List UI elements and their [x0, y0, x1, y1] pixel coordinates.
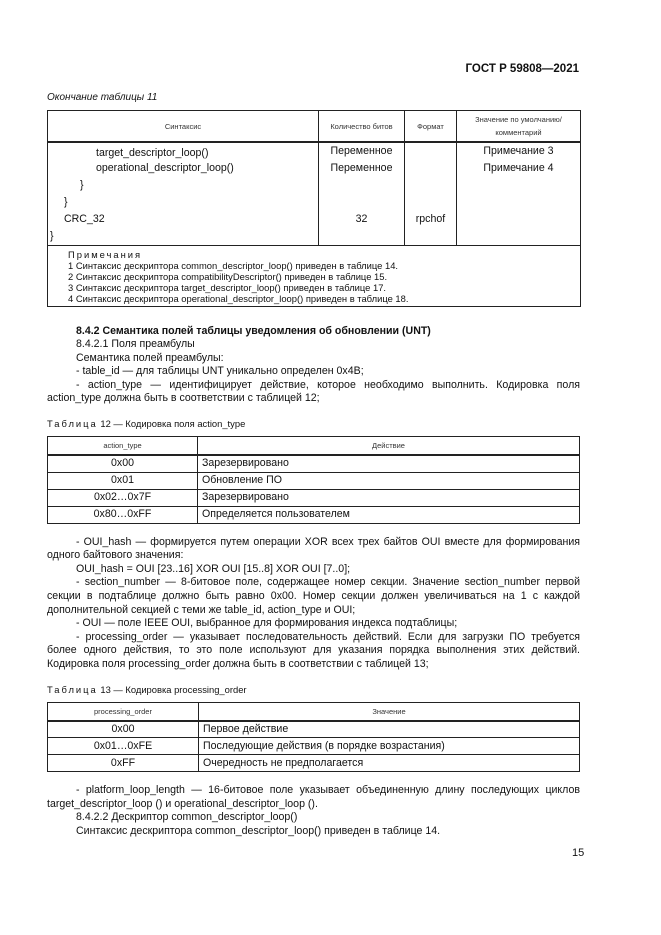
note: 2 Синтаксис дескриптора compatibilityDescriptor() приведен в таблице 15.: [68, 270, 388, 282]
paragraph: - action_type — идентифицирует действие, которое необходимо выполнить. Кодировка поля action_type должна быть в соответствии с таблицей 12;: [47, 378, 580, 405]
notes-row: [48, 245, 581, 306]
cell: operational_descriptor_loop(): [48, 160, 319, 177]
cell: Зарезервировано: [198, 455, 580, 472]
cell: Последующие действия (в порядке возрастания): [199, 738, 580, 755]
cell: 0xFF: [48, 755, 199, 772]
column-header: Формат: [405, 111, 457, 143]
column-header: Значение по умолчанию/ комментарий: [457, 111, 581, 143]
cell: Зарезервировано: [198, 489, 580, 506]
table-row: [48, 489, 580, 506]
cell: }: [48, 228, 319, 245]
caption-text: 13 — Кодировка processing_order: [97, 683, 247, 695]
cell: target_descriptor_loop(): [48, 142, 319, 160]
subsection-heading: 8.4.2.2 Дескриптор common_descriptor_loop(): [76, 811, 298, 824]
section-heading: 8.4.2 Семантика полей таблицы уведомления об обновлении (UNT): [76, 324, 431, 337]
paragraph: - platform_loop_length — 16-битовое поле указывает объединенную длину последующих циклов target_descriptor_loop () и operational_descriptor_loop ().: [47, 784, 580, 810]
cell: Обновление ПО: [198, 472, 580, 489]
paragraph: Синтаксис дескриптора common_descriptor_loop() приведен в таблице 14.: [76, 824, 441, 837]
cell: }: [48, 177, 319, 194]
table-header-row: [48, 111, 581, 143]
table-row: [48, 160, 581, 177]
cell: [405, 160, 457, 177]
notes-title: Примечания: [68, 248, 143, 260]
table-11-caption: Окончание таблицы 11: [47, 92, 158, 103]
cell: 32: [319, 211, 405, 228]
caption-prefix: Таблица: [47, 418, 98, 430]
cell: rpchof: [405, 211, 457, 228]
standard-number: ГОСТ Р 59808—2021: [465, 63, 579, 75]
body-text-end: [47, 784, 580, 838]
table-row: [48, 472, 580, 489]
cell: 0x01: [48, 472, 198, 489]
cell: Примечание 3: [457, 142, 581, 160]
cell: 0x00: [48, 721, 199, 738]
table-row: [48, 755, 580, 772]
cell: Переменное: [319, 160, 405, 177]
caption-text: 12 — Кодировка поля action_type: [97, 418, 246, 430]
table-row: [48, 738, 580, 755]
paragraph: Семантика полей преамбулы:: [76, 351, 224, 364]
notes: [48, 245, 581, 306]
paragraph: - section_number — 8-битовое поле, содержащее номер секции. Значение section_number первой секции в подтаблице должно быть равно 0x00. Номер секции должен увеличиваться на 1 с каждой дополнительной секцией с теми же table_id, action_type и OUI;: [47, 576, 580, 616]
cell: [405, 142, 457, 160]
cell: CRC_32: [48, 211, 319, 228]
cell: Очередность не предполагается: [199, 755, 580, 772]
table-11: [47, 110, 581, 307]
page-number: 15: [572, 847, 585, 859]
paragraph: - OUI — поле IEEE OUI, выбранное для формирования индекса подтаблицы;: [76, 617, 458, 630]
paragraph: - OUI_hash — формируется путем операции XOR всех трех байтов OUI вместе для формирования одного байтового значения:: [47, 535, 580, 562]
table-12: [47, 436, 580, 524]
cell: Примечание 4: [457, 160, 581, 177]
cell: 0x02…0x7F: [48, 489, 198, 506]
cell: Переменное: [319, 142, 405, 160]
table-row: [48, 194, 581, 211]
cell: 0x00: [48, 455, 198, 472]
table-row: [48, 721, 580, 738]
table-12-caption: [47, 418, 580, 430]
paragraph: - processing_order — указывает последовательность действий. Если для загрузки ПО требуется более одного действия, то это поле используют для указания порядка выполнения этих действий. Кодировка поля processing_order должна быть в соответствии с таблицей 13;: [47, 630, 580, 670]
table-13-caption: [47, 684, 580, 696]
formula: OUI_hash = OUI [23..16] XOR OUI [15..8] XOR OUI [7..0];: [76, 562, 351, 575]
paragraph: - table_id — для таблицы UNT уникально определен 0x4B;: [76, 365, 364, 378]
column-header: Синтаксис: [48, 111, 319, 143]
column-header: processing_order: [48, 702, 199, 721]
column-header: Количество битов: [319, 111, 405, 143]
table-row: [48, 506, 580, 523]
cell: Первое действие: [199, 721, 580, 738]
cell: 0x80…0xFF: [48, 506, 198, 523]
table-13: [47, 702, 580, 773]
table-header-row: [48, 702, 580, 721]
note: 4 Синтаксис дескриптора operational_descriptor_loop() приведен в таблице 18.: [68, 292, 409, 304]
cell: 0x01…0xFE: [48, 738, 199, 755]
page-content: [47, 91, 580, 838]
table-row: [48, 211, 581, 228]
cell: Определяется пользователем: [198, 506, 580, 523]
note: 3 Синтаксис дескриптора target_descriptor_loop() приведен в таблице 17.: [68, 281, 387, 293]
section-text: [47, 325, 580, 407]
column-header: Действие: [198, 437, 580, 456]
subsection-heading: 8.4.2.1 Поля преамбулы: [76, 338, 195, 351]
note: 1 Синтаксис дескриптора common_descriptor_loop() приведен в таблице 14.: [68, 259, 399, 271]
body-text: [47, 536, 580, 672]
table-row: [48, 455, 580, 472]
table-row: [48, 228, 581, 245]
table-header-row: [48, 437, 580, 456]
caption-prefix: Таблица: [47, 683, 98, 695]
table-row: [48, 177, 581, 194]
column-header: Значение: [199, 702, 580, 721]
column-header: action_type: [48, 437, 198, 456]
table-row: [48, 142, 581, 160]
cell: }: [48, 194, 319, 211]
